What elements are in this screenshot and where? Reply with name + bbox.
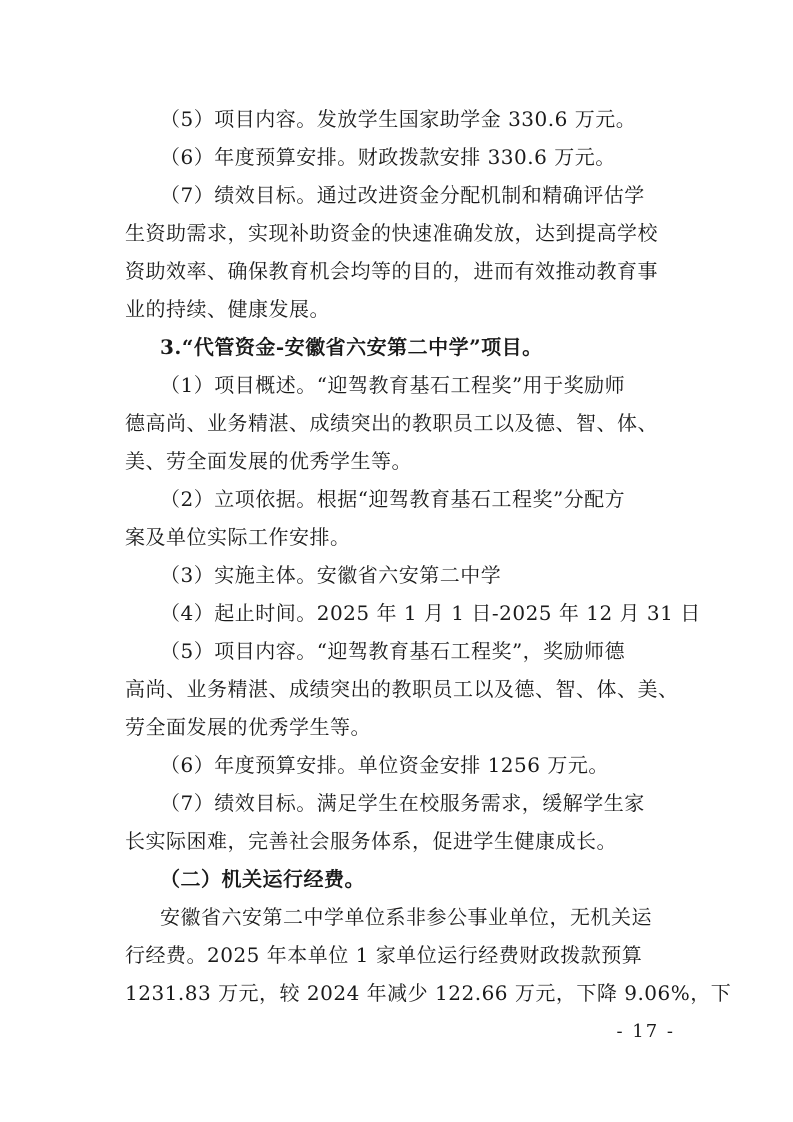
text-line-16: 高尚、业务精湛、成绩突出的教职员工以及德、智、体、美、 — [125, 677, 679, 701]
text-line-19: （7）绩效目标。满足学生在校服务需求，缓解学生家 — [160, 791, 645, 815]
text-line-1: （5）项目内容。发放学生国家助学金 330.6 万元。 — [160, 107, 637, 131]
text-line-3: （7）绩效目标。通过改进资金分配机制和精确评估学 — [160, 183, 645, 207]
text-line-4: 生资助需求，实现补助资金的快速准确发放，达到提高学校 — [125, 221, 658, 245]
text-line-6: 业的持续、健康发展。 — [125, 297, 330, 321]
text-line-22: 安徽省六安第二中学单位系非参公事业单位，无机关运 — [160, 905, 652, 929]
text-line-18: （6）年度预算安排。单位资金安排 1256 万元。 — [160, 753, 609, 777]
text-line-15: （5）项目内容。“迎驾教育基石工程奖”，奖励师德 — [160, 639, 626, 663]
text-line-10: 美、劳全面发展的优秀学生等。 — [125, 449, 412, 473]
text-line-9: 德高尚、业务精湛、成绩突出的教职员工以及德、智、体、 — [125, 411, 658, 435]
text-line-14: （4）起止时间。2025 年 1 月 1 日-2025 年 12 月 31 日 — [160, 601, 701, 625]
text-line-5: 资助效率、确保教育机会均等的目的，进而有效推动教育事 — [125, 259, 658, 283]
text-line-23: 行经费。2025 年本单位 1 家单位运行经费财政拨款预算 — [125, 943, 643, 967]
section-heading-3: 3.“代管资金-安徽省六安第二中学”项目。 — [160, 335, 543, 359]
text-line-13: （3）实施主体。安徽省六安第二中学 — [160, 563, 502, 587]
text-line-24: 1231.83 万元，较 2024 年减少 122.66 万元，下降 9.06%，下 — [125, 981, 732, 1005]
text-line-17: 劳全面发展的优秀学生等。 — [125, 715, 371, 739]
text-line-12: 案及单位实际工作安排。 — [125, 525, 351, 549]
text-line-2: （6）年度预算安排。财政拨款安排 330.6 万元。 — [160, 145, 616, 169]
text-line-20: 长实际困难，完善社会服务体系，促进学生健康成长。 — [125, 829, 617, 853]
text-line-11: （2）立项依据。根据“迎驾教育基石工程奖”分配方 — [160, 487, 626, 511]
section-heading-2: （二）机关运行经费。 — [160, 867, 365, 891]
text-line-8: （1）项目概述。“迎驾教育基石工程奖”用于奖励师 — [160, 373, 626, 397]
page-number: - 17 - — [616, 1021, 675, 1042]
